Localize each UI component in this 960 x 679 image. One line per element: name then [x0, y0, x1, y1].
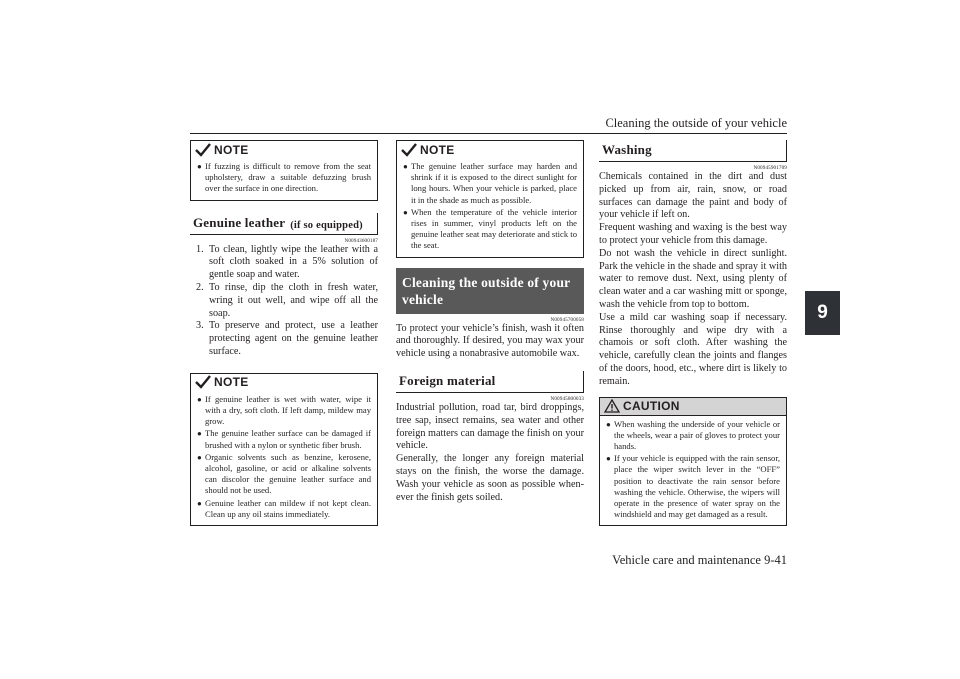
- note-label: NOTE: [214, 375, 249, 390]
- note-label: NOTE: [214, 142, 249, 157]
- bullet-icon: ●: [197, 162, 202, 171]
- caution-bullet-text: When washing the underside of your vehicle or the wheels, wear a pair of gloves to protect your hands.: [614, 418, 780, 451]
- step-text: To rinse, dip the cloth in fresh water, wring it out well, and wipe off all the soap.: [209, 282, 378, 319]
- header-rule: [190, 133, 787, 134]
- warning-triangle-icon: [604, 399, 620, 413]
- note-box: [190, 140, 378, 201]
- note-body: [191, 391, 377, 525]
- check-mark-icon: [195, 375, 211, 389]
- bullet-icon: ●: [606, 454, 611, 464]
- note-bullet-text: The genuine leather surface can be damaged if brushed with a nylon or synthetic fiber brush.: [205, 428, 371, 450]
- note-bullet: [197, 161, 371, 195]
- caution-body: [600, 416, 786, 526]
- section-code: N00943600187: [344, 237, 378, 244]
- step-item: [196, 282, 378, 320]
- note-bullet-text: If genuine leather is wet with water, wipe it with a dry, soft cloth. If left damp, mildew may grow.: [205, 393, 371, 427]
- section-subtitle: (if so equipped): [290, 219, 363, 231]
- column-1: [190, 140, 378, 526]
- bullet-icon: ●: [197, 429, 202, 439]
- step-number: 2.: [196, 282, 204, 293]
- caution-bullet-text: If your vehicle is equipped with the rain sensor, place the wiper switch lever in the “OFF” position to deactivate the rain sensor before washing the vehicle. Otherwise, the wipers will operate in the presence of water spray on the windshield and may get damaged as a result.: [614, 453, 780, 520]
- note-bullet-text: The genuine leather surface may harden and shrink if it is exposed to the direct sunlight for long hours. When your vehicle is parked, place it in the shade as much as possible.: [411, 161, 577, 205]
- note-bullet: [403, 207, 577, 252]
- section-code: N00945901709: [753, 165, 787, 171]
- note-label: NOTE: [420, 142, 455, 157]
- note-bullet: [197, 498, 371, 520]
- step-item: [196, 244, 378, 282]
- note-header: [191, 141, 377, 158]
- bullet-icon: ●: [606, 419, 611, 429]
- paragraph: Frequent washing and waxing is the best way to protect your vehicle from this damage.: [599, 222, 787, 246]
- page-footer: Vehicle care and maintenance 9-41: [612, 553, 787, 567]
- caution-label: CAUTION: [623, 399, 680, 414]
- column-3: [599, 140, 787, 526]
- step-number: 3.: [196, 320, 204, 332]
- step-text: To preserve and protect, use a leather protecting agent on the genuine leather surface.: [209, 320, 378, 357]
- section-heading-washing: [599, 140, 787, 162]
- note-header: [191, 374, 377, 391]
- note-body: [191, 158, 377, 200]
- column-2: [396, 140, 584, 504]
- paragraph: Do not wash the vehicle in direct sunlight. Park the vehicle in the shade and spray it with water to remove dust. Next, using plenty of clean water and a car washing mitt or sponge, wash the vehicle from top to bottom.: [599, 247, 787, 310]
- page-header-title: Cleaning the outside of your vehicle: [605, 116, 787, 130]
- bullet-icon: ●: [197, 498, 202, 508]
- note-bullet: [197, 452, 371, 497]
- note-bullet-text: When the temperature of the vehicle interior rises in summer, vinyl products left on the genuine leather seat may deteriorate and stick to the seat.: [411, 206, 577, 251]
- section-title: Genuine leather: [193, 214, 286, 230]
- check-mark-icon: [195, 143, 211, 157]
- paragraph: Industrial pollution, road tar, bird droppings, tree sap, insect remains, sea water and other foreign matters can damage the finish on your vehicle.: [396, 402, 584, 452]
- note-bullet: [403, 161, 577, 206]
- note-body: [397, 158, 583, 257]
- paragraph: To protect your vehicle’s finish, wash it often and thoroughly. If desired, you may wax your vehicle using a nonabrasive automobile wax.: [396, 322, 584, 360]
- note-bullet-text: If fuzzing is difficult to remove from the seat upholstery, draw a suitable defuzzing brush over the surface in one direction.: [205, 161, 371, 194]
- bullet-icon: ●: [403, 162, 408, 171]
- note-box: [190, 373, 378, 526]
- note-bullet: [197, 428, 371, 450]
- note-bullet: [197, 394, 371, 428]
- section-code: N00945700058: [550, 316, 584, 323]
- step-item: [196, 320, 378, 358]
- caution-box: [599, 397, 787, 527]
- step-text: To clean, lightly wipe the leather with a soft cloth soaked in a 5% solution of gentle soap and water.: [209, 243, 378, 281]
- note-bullet-text: Organic solvents such as benzine, kerosene, alcohol, gasoline, or acid or alkaline solvents can discolor the genuine leather surface and should not be used.: [205, 451, 371, 496]
- caution-header: [600, 398, 786, 416]
- section-title: Washing: [602, 142, 652, 157]
- note-box: [396, 140, 584, 258]
- check-mark-icon: [401, 143, 417, 157]
- paragraph: Chemicals contained in the dirt and dust picked up from air, rain, snow, or road surfaces can damage the paint and body of your vehicle if left on.: [599, 171, 787, 221]
- section-heading-foreign-material: [396, 371, 584, 393]
- paragraph: Generally, the longer any foreign material stays on the finish, the worse the damage. Wash your vehicle as soon as possible when-ever the finish gets soiled.: [396, 453, 584, 503]
- caution-bullet: [606, 419, 780, 453]
- bullet-icon: ●: [403, 207, 408, 217]
- bullet-icon: ●: [197, 452, 202, 462]
- section-title: Foreign material: [399, 373, 496, 389]
- section-heading-genuine-leather: [190, 213, 378, 235]
- bullet-icon: ●: [197, 394, 202, 404]
- paragraph: Use a mild car washing soap if necessary. Rinse thoroughly and wipe dry with a chamois or soft cloth. After washing the vehicle, carefully clean the joints and flanges of the doors, hood, etc., where dirt is likely to remain.: [599, 311, 787, 387]
- section-code: N00945800033: [550, 396, 584, 403]
- note-header: [397, 141, 583, 158]
- note-bullet-text: Genuine leather can mildew if not kept clean. Clean up any oil stains immediately.: [205, 497, 371, 519]
- section-heading-cleaning-outside: Cleaning the outside of your vehicle: [396, 268, 584, 314]
- chapter-tab: 9: [805, 291, 840, 335]
- caution-bullet: [606, 453, 780, 520]
- step-number: 1.: [196, 243, 204, 255]
